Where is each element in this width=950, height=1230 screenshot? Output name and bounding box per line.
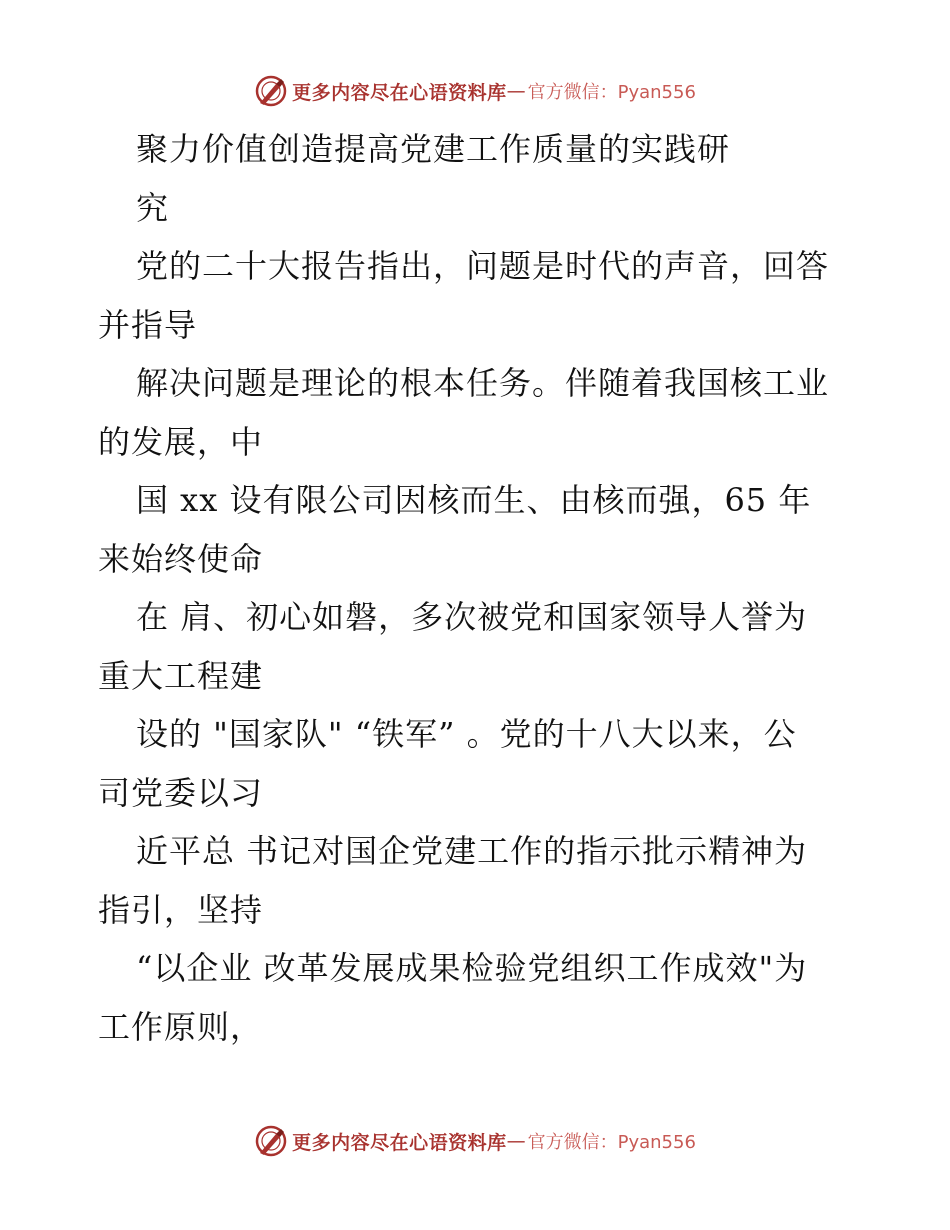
footer-banner-contact: 官方微信：Pyan556 [527,1132,696,1153]
doc-line: 指引，坚持 [98,890,264,929]
document-body [98,120,898,1056]
doc-line: 工作原则， [98,1007,264,1046]
doc-line: 来始终使命 [98,539,264,578]
header-banner-text: 更多内容尽在心语资料库 [292,81,507,104]
header-banner [0,71,950,111]
doc-line: “以企业 改革发展成果检验党组织工作成效"为 [136,949,808,987]
doc-line: 近平总 书记对国企党建工作的指示批示精神为 [136,832,808,870]
doc-title-line-2: 究 [136,188,170,227]
doc-line: 解决问题是理论的根本任务。伴随着我国核工业 [136,364,830,402]
footer-banner-separator: — [506,1130,526,1152]
header-banner-separator: — [506,80,526,102]
doc-line: 重大工程建 [98,656,264,695]
doc-line: 并指导 [98,305,198,344]
header-banner-contact: 官方微信：Pyan556 [527,82,696,103]
doc-line: 设的 "国家队" “铁军” 。党的十八大以来，公 [136,715,797,753]
doc-line: 的发展，中 [98,422,264,461]
doc-line: 司党委以习 [98,773,264,812]
footer-banner [0,1121,950,1161]
doc-line: 党的二十大报告指出，问题是时代的声音，回答 [136,247,830,285]
footer-banner-text: 更多内容尽在心语资料库 [292,1131,507,1154]
doc-title-line-1: 聚力价值创造提高党建工作质量的实践研 [136,130,731,168]
pen-logo-icon [254,1124,288,1158]
doc-line: 国 xx 设有限公司因核而生、由核而强，65 年 [136,481,812,519]
doc-line: 在 肩、初心如磐，多次被党和国家领导人誉为 [136,598,808,636]
pen-logo-icon [254,74,288,108]
